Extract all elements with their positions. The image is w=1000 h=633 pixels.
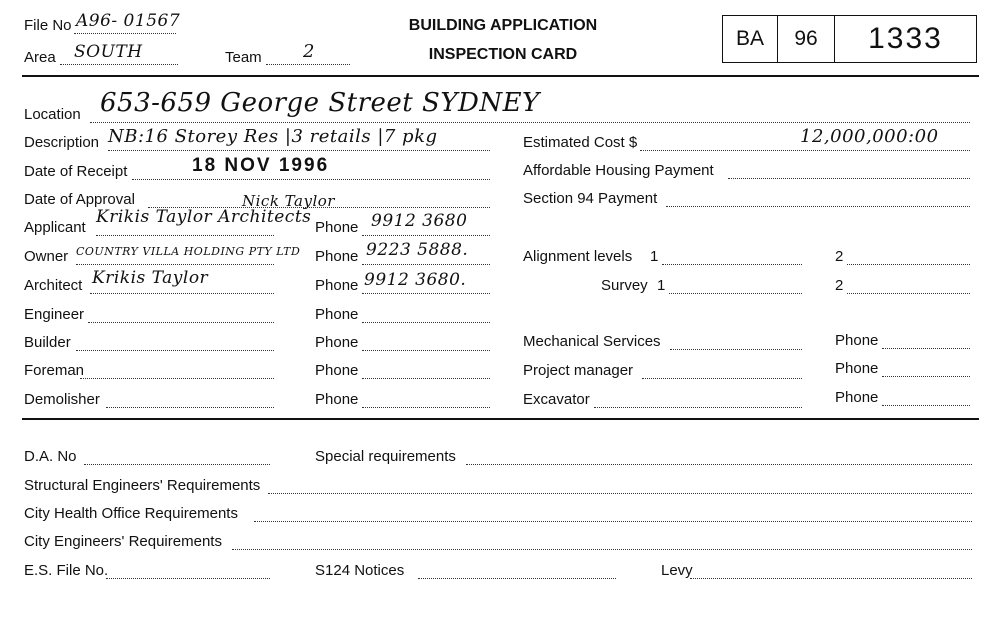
excavator-line[interactable] (594, 407, 802, 408)
foreman-label: Foreman (24, 362, 85, 379)
affordable-housing-label: Affordable Housing Payment (523, 162, 714, 179)
team-label: Team (225, 49, 262, 66)
city-health-line[interactable] (254, 521, 972, 522)
estimated-cost-label: Estimated Cost $ (523, 134, 638, 151)
architect-value[interactable]: Krikis Taylor (92, 268, 209, 288)
survey-2-label: 2 (835, 277, 844, 294)
excavator-phone-label: Phone (835, 389, 879, 406)
team-value[interactable]: 2 (303, 41, 315, 62)
survey-2-line[interactable] (847, 293, 970, 294)
es-file-no-label: E.S. File No. (24, 562, 109, 579)
card-number-box (722, 15, 977, 63)
demolisher-label: Demolisher (24, 391, 100, 408)
card-title-line1: BUILDING APPLICATION (408, 17, 598, 34)
da-no-label: D.A. No (24, 448, 77, 465)
city-engineers-line[interactable] (232, 549, 972, 550)
city-engineers-label: City Engineers' Requirements (24, 533, 222, 550)
card-title-line2: INSPECTION CARD (428, 46, 578, 63)
levy-line[interactable] (690, 578, 972, 579)
architect-line (90, 293, 274, 294)
city-health-label: City Health Office Requirements (24, 505, 238, 522)
applicant-phone-label: Phone (315, 219, 359, 236)
alignment-2-line[interactable] (847, 264, 970, 265)
project-manager-phone-label: Phone (835, 360, 879, 377)
area-value[interactable]: SOUTH (74, 42, 143, 62)
architect-phone-label: Phone (315, 277, 359, 294)
team-line (266, 64, 350, 65)
section94-label: Section 94 Payment (523, 190, 658, 207)
estimated-cost-line (640, 150, 970, 151)
receipt-line (132, 179, 490, 180)
receipt-date-stamp[interactable]: 18 NOV 1996 (192, 155, 330, 176)
excavator-label: Excavator (523, 391, 590, 408)
description-line (108, 150, 490, 151)
builder-phone-label: Phone (315, 334, 359, 351)
s124-notices-label: S124 Notices (315, 562, 405, 579)
description-label: Description (24, 134, 100, 151)
applicant-label: Applicant (24, 219, 86, 236)
special-requirements-line[interactable] (466, 464, 972, 465)
requirements-divider (22, 418, 979, 420)
demolisher-phone-line[interactable] (362, 407, 490, 408)
owner-phone-line (362, 264, 490, 265)
architect-phone-value[interactable]: 9912 3680. (364, 270, 467, 290)
applicant-phone-value[interactable]: 9912 3680 (371, 211, 468, 231)
owner-value[interactable]: COUNTRY VILLA HOLDING PTY LTD (76, 245, 301, 258)
applicant-phone-line (362, 235, 490, 236)
levy-label: Levy (661, 562, 693, 579)
demolisher-line[interactable] (106, 407, 274, 408)
structural-engineers-label: Structural Engineers' Requirements (24, 477, 261, 494)
builder-label: Builder (24, 334, 71, 351)
special-requirements-label: Special requirements (315, 448, 456, 465)
area-line (60, 64, 178, 65)
survey-label: Survey (601, 277, 648, 294)
demolisher-phone-label: Phone (315, 391, 359, 408)
receipt-label: Date of Receipt (24, 163, 128, 180)
owner-label: Owner (24, 248, 69, 265)
builder-phone-line[interactable] (362, 350, 490, 351)
owner-line (76, 264, 274, 265)
applicant-line (96, 235, 274, 236)
area-label: Area (24, 49, 56, 66)
approval-label: Date of Approval (24, 191, 135, 208)
alignment-2-label: 2 (835, 248, 844, 265)
survey-1-label: 1 (657, 277, 666, 294)
alignment-levels-label: Alignment levels (523, 248, 633, 265)
location-line (90, 122, 970, 123)
mechanical-phone-label: Phone (835, 332, 879, 349)
alignment-1-label: 1 (650, 248, 659, 265)
project-manager-line[interactable] (642, 378, 802, 379)
excavator-phone-line[interactable] (882, 405, 970, 406)
header-divider (22, 75, 979, 77)
foreman-phone-line[interactable] (362, 378, 490, 379)
engineer-phone-label: Phone (315, 306, 359, 323)
location-label: Location (24, 106, 81, 123)
file-no-line (74, 33, 176, 34)
engineer-line[interactable] (88, 322, 274, 323)
architect-label: Architect (24, 277, 83, 294)
builder-line[interactable] (76, 350, 274, 351)
engineer-label: Engineer (24, 306, 85, 323)
applicant-value[interactable]: Krikis Taylor Architects (96, 207, 312, 227)
project-manager-phone-line[interactable] (882, 376, 970, 377)
architect-phone-line (362, 293, 490, 294)
card-number: 1333 (868, 22, 943, 55)
applicant-annotation: Nick Taylor (242, 192, 335, 210)
survey-1-line[interactable] (669, 293, 802, 294)
description-value[interactable]: NB:16 Storey Res |3 retails |7 pkg (108, 126, 438, 147)
es-file-no-line[interactable] (106, 578, 270, 579)
mechanical-phone-line[interactable] (882, 348, 970, 349)
engineer-phone-line[interactable] (362, 322, 490, 323)
card-year: 96 (778, 16, 835, 62)
mechanical-services-label: Mechanical Services (523, 333, 661, 350)
s124-notices-line[interactable] (418, 578, 616, 579)
card-prefix: BA (723, 16, 778, 62)
foreman-line[interactable] (80, 378, 274, 379)
owner-phone-value[interactable]: 9223 5888. (366, 240, 469, 260)
alignment-1-line[interactable] (662, 264, 802, 265)
mechanical-services-line[interactable] (670, 349, 802, 350)
project-manager-label: Project manager (523, 362, 634, 379)
affordable-housing-line[interactable] (728, 178, 970, 179)
da-no-line[interactable] (84, 464, 270, 465)
owner-phone-label: Phone (315, 248, 359, 265)
file-no-value[interactable]: A96- 01567 (76, 11, 181, 31)
file-no-label: File No (24, 17, 72, 34)
location-value[interactable]: 653-659 George Street SYDNEY (100, 88, 540, 118)
estimated-cost-value[interactable]: 12,000,000:00 (800, 126, 939, 147)
foreman-phone-label: Phone (315, 362, 359, 379)
structural-engineers-line[interactable] (268, 493, 972, 494)
section94-line[interactable] (666, 206, 970, 207)
